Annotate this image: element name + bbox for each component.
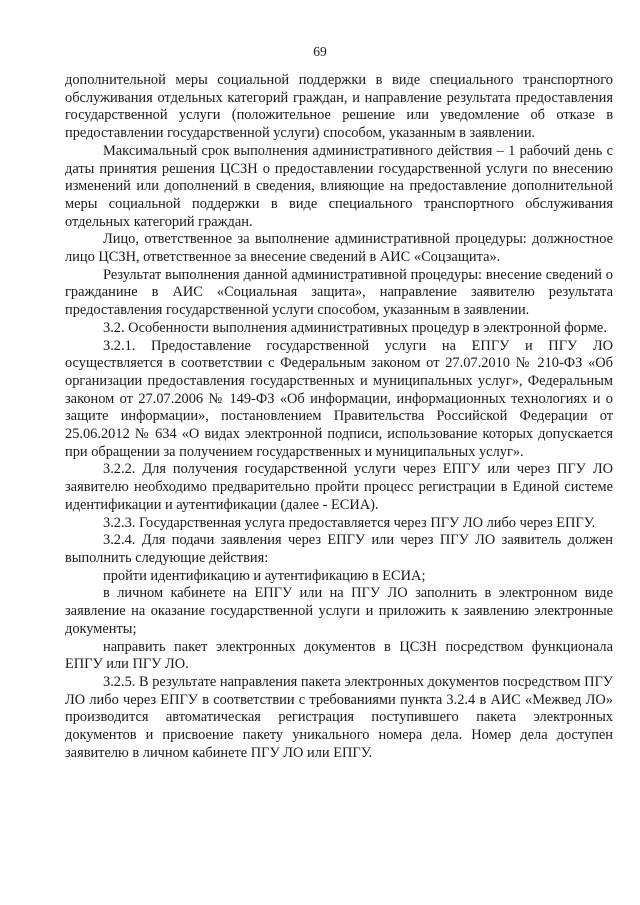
paragraph-max-term: Максимальный срок выполнения административного действия – 1 рабочий день с даты принятия решения ЦСЗН о предоставлении государственной услуги по внесению изменений или дополнений в сведения, влияющие на предоставление дополнительной меры социальной поддержки в виде специального транспортного обслуживания отдельных категорий граждан.	[65, 142, 613, 230]
paragraph-procedure-result: Результат выполнения данной административной процедуры: внесение сведений о гражданине в АИС «Социальная защита», направление заявителю результата предоставления государственной услуги способом, указанным в заявлении.	[65, 266, 613, 319]
paragraph-3-2-1: 3.2.1. Предоставление государственной услуги на ЕПГУ и ПГУ ЛО осуществляется в соответствии с Федеральным законом от 27.07.2010 № 210-ФЗ «Об организации предоставления государственных и муниципальных услуг», Федеральным законом от 27.07.2006 № 149-ФЗ «Об информации, информационных технологиях и о защите информации», постановлением Правительства Российской Федерации от 25.06.2012 № 634 «О видах электронной подписи, использование которых допускается при обращении за получением государственных и муниципальных услуг».	[65, 337, 613, 460]
document-body	[65, 72, 613, 762]
section-heading-3-2: 3.2. Особенности выполнения административных процедур в электронной форме.	[103, 319, 607, 336]
paragraph-3-2-3: 3.2.3. Государственная услуга предоставляется через ПГУ ЛО либо через ЕПГУ.	[103, 514, 596, 531]
list-item-esia: пройти идентификацию и аутентификацию в ЕСИА;	[103, 567, 426, 584]
paragraph-responsible-person: Лицо, ответственное за выполнение административной процедуры: должностное лицо ЦСЗН, ответственное за внесение сведений в АИС «Соцзащита».	[65, 231, 613, 266]
paragraph-3-2-2: 3.2.2. Для получения государственной услуги через ЕПГУ или через ПГУ ЛО заявителю необходимо предварительно пройти процесс регистрации в Единой системе идентификации и аутентификации (далее - ЕСИА).	[65, 461, 613, 513]
paragraph-3-2-5: 3.2.5. В результате направления пакета электронных документов посредством ПГУ ЛО либо через ЕПГУ в соответствии с требованиями пункта 3.2.4 в АИС «Межвед ЛО» производится автоматическая регистрация поступившего пакета электронных документов и присвоение пакету уникального номера дела. Номер дела доступен заявителю в личном кабинете ПГУ ЛО или ЕПГУ.	[65, 673, 613, 761]
paragraph-3-2-4: 3.2.4. Для подачи заявления через ЕПГУ или через ПГУ ЛО заявитель должен выполнить следующие действия:	[65, 532, 613, 566]
page-number: 69	[313, 44, 327, 59]
paragraph-continuation: дополнительной меры социальной поддержки в виде специального транспортного обслуживания отдельных категорий граждан, и направление результата предоставления государственной услуги (положительное решение или уведомление об отказе в предоставлении государственной услуги) способом, указанным в заявлении.	[65, 72, 613, 142]
list-item-fill-application: в личном кабинете на ЕПГУ или на ПГУ ЛО заполнить в электронном виде заявление на оказание государственной услуги и приложить к заявлению электронные документы;	[65, 585, 613, 637]
list-item-send-package: направить пакет электронных документов в ЦСЗН посредством функционала ЕПГУ или ПГУ ЛО.	[65, 638, 613, 673]
